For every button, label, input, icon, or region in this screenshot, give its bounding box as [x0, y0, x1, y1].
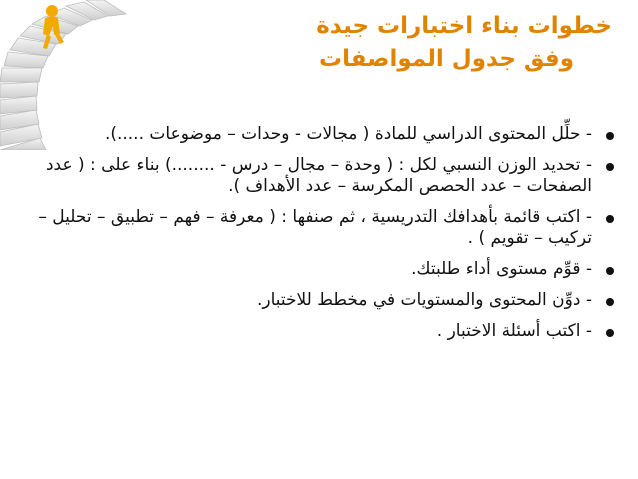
list-item-text: - دوِّن المحتوى والمستويات في مخطط للاختبار.: [256, 290, 592, 310]
list-item: [16, 124, 616, 145]
bullet-dot-icon: [606, 163, 614, 171]
list-item: [16, 207, 616, 249]
list-item-text: - حلِّل المحتوى الدراسي للمادة ( مجالات - وحدات – موضوعات .....).: [104, 124, 592, 144]
list-item: [16, 321, 616, 342]
list-item: [16, 155, 616, 197]
list-item: [16, 290, 616, 311]
slide-title: [172, 10, 612, 76]
list-item-text: - تحديد الوزن النسبي لكل : ( وحدة – مجال – درس - ........) بناء على : ( عدد الصفحات – عدد الحصص المكرسة – عدد الأهداف ).: [45, 155, 592, 196]
bullet-list: [16, 124, 616, 352]
bullet-dot-icon: [606, 267, 614, 275]
title-line-1: خطوات بناء اختبارات جيدة: [316, 13, 612, 39]
list-item-text: - اكتب أسئلة الاختبار .: [436, 321, 592, 341]
title-line-2: وفق جدول المواصفات: [319, 46, 574, 72]
bullet-dot-icon: [606, 298, 614, 306]
list-item: [16, 259, 616, 280]
bullet-dot-icon: [606, 215, 614, 223]
bullet-dot-icon: [606, 329, 614, 337]
list-item-text: - قوِّم مستوى أداء طلبتك.: [411, 259, 592, 279]
bullet-dot-icon: [606, 132, 614, 140]
list-item-text: - اكتب قائمة بأهدافك التدريسية ، ثم صنفها : ( معرفة – فهم – تطبيق – تحليل – تركيب – تقويم ) .: [38, 207, 592, 248]
